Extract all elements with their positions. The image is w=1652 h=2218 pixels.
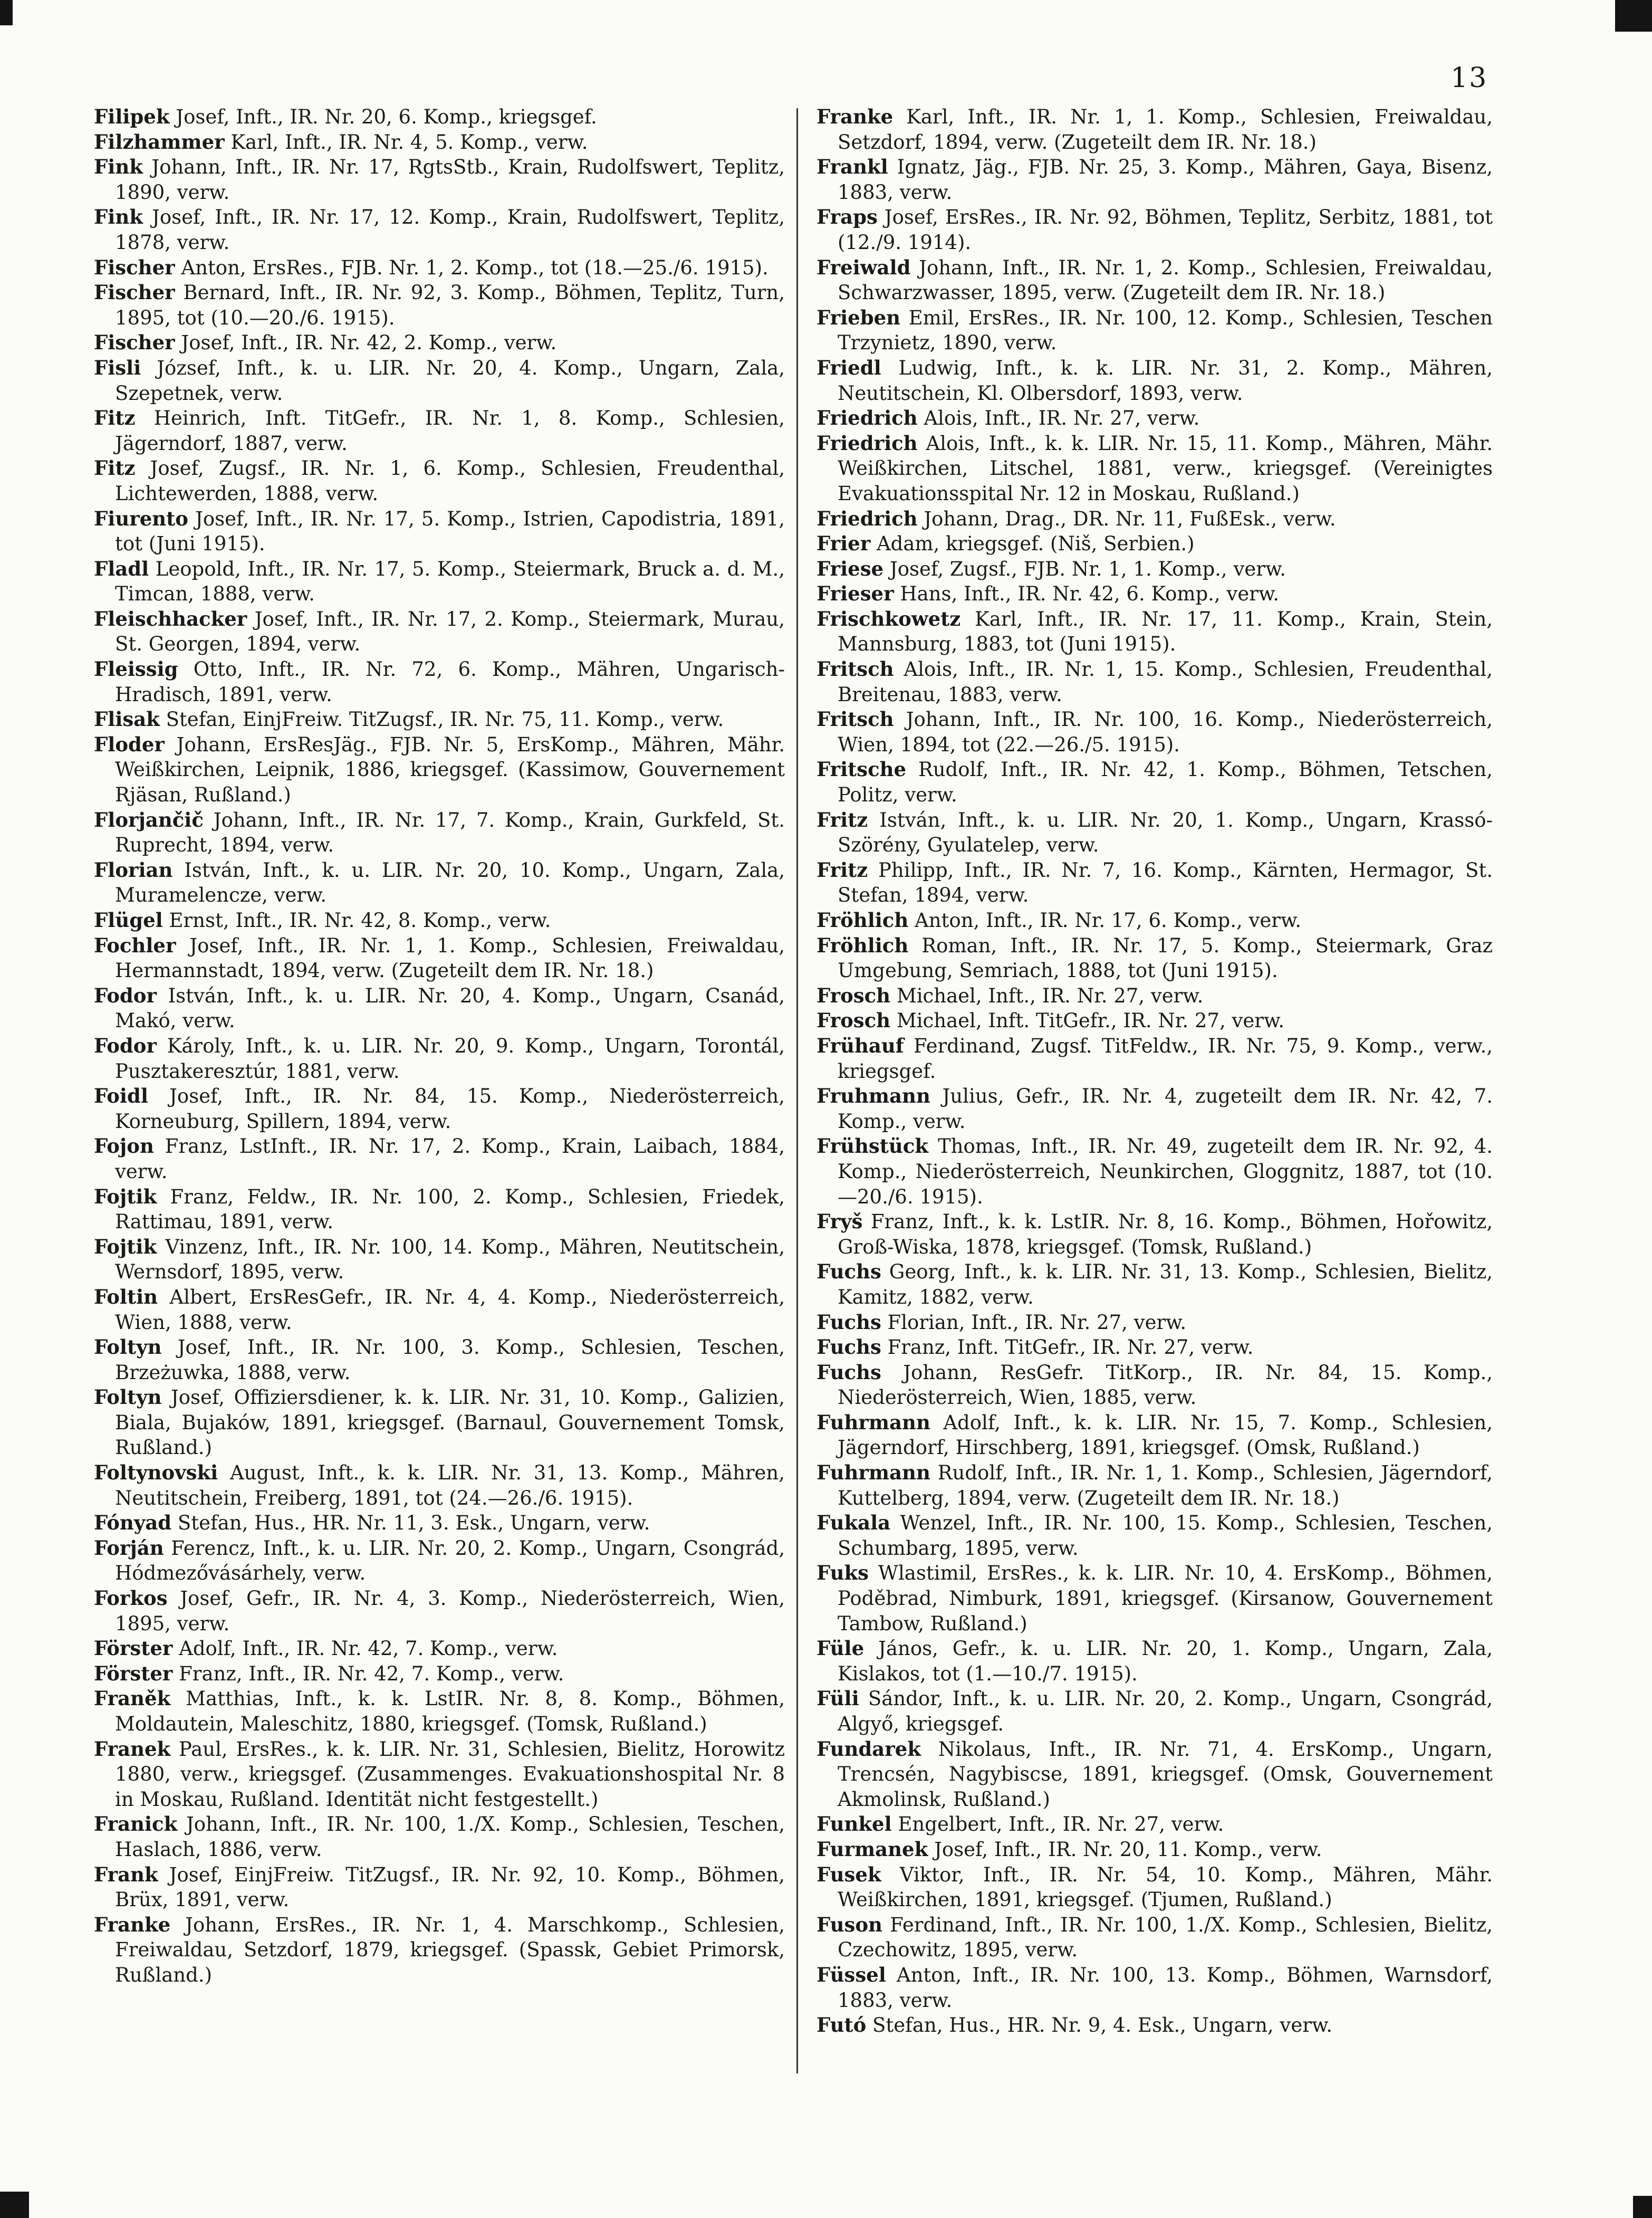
entry-surname: Fleissig <box>94 657 178 681</box>
entry-surname: Flisak <box>94 708 160 731</box>
register-entry <box>817 908 1493 933</box>
entry-surname: Fojon <box>94 1134 154 1158</box>
entry-details: János, Gefr., k. u. LIR. Nr. 20, 1. Komp., Ungarn, Zala, Kislakos, tot (1.—10./7. 1915). <box>838 1637 1493 1685</box>
entry-details: Alois, Inft., k. k. LIR. Nr. 15, 11. Komp., Mähren, Mähr. Weißkirchen, Litschel, 1881, verw., kriegsgef. (Vereinigtes Evakuationsspital Nr. 12 in Moskau, Rußland.) <box>838 432 1493 505</box>
register-entry <box>94 330 785 356</box>
register-entry <box>94 1385 785 1460</box>
register-entry <box>94 104 785 130</box>
register-entry <box>94 1335 785 1385</box>
register-entry <box>94 1460 785 1510</box>
entry-surname: Frieben <box>817 305 901 329</box>
register-entry <box>817 607 1493 657</box>
entry-surname: Fundarek <box>817 1737 921 1761</box>
entry-details: Karl, Inft., IR. Nr. 1, 1. Komp., Schlesien, Freiwaldau, Setzdorf, 1894, verw. (Zugeteilt dem IR. Nr. 18.) <box>838 106 1493 154</box>
entry-details: István, Inft., k. u. LIR. Nr. 20, 4. Komp., Ungarn, Csanád, Makó, verw. <box>115 984 785 1032</box>
entry-surname: Friedl <box>817 356 881 379</box>
entry-surname: Filzhammer <box>94 130 225 154</box>
entry-details: Josef, Inft., IR. Nr. 17, 2. Komp., Steiermark, Murau, St. Georgen, 1894, verw. <box>115 607 785 656</box>
entry-surname: Frühstück <box>817 1134 928 1158</box>
entry-surname: Fuhrmann <box>817 1461 930 1485</box>
entry-details: Nikolaus, Inft., IR. Nr. 71, 4. ErsKomp., Ungarn, Trencsén, Nagybiscse, 1891, kriegsgef. (Omsk, Gouvernement Akmolinsk, Rußland.) <box>838 1737 1493 1811</box>
entry-surname: Frankl <box>817 155 888 179</box>
entry-details: Stefan, Hus., HR. Nr. 11, 3. Esk., Ungarn, verw. <box>171 1512 650 1535</box>
entry-surname: Fukala <box>817 1511 891 1535</box>
register-entry <box>817 1084 1493 1134</box>
register-entry <box>94 130 785 155</box>
left-column <box>94 104 785 1988</box>
register-entry <box>817 255 1493 305</box>
entry-details: Johann, Inft., IR. Nr. 17, 7. Komp., Krain, Gurkfeld, St. Ruprecht, 1894, verw. <box>115 808 785 857</box>
entry-details: Josef, Inft., IR. Nr. 1, 1. Komp., Schlesien, Freiwaldau, Hermannstadt, 1894, verw. (Zugeteilt dem IR. Nr. 18.) <box>115 934 785 982</box>
entry-details: István, Inft., k. u. LIR. Nr. 20, 10. Komp., Ungarn, Zala, Muramelencze, verw. <box>115 858 785 907</box>
entry-details: Ferencz, Inft., k. u. LIR. Nr. 20, 2. Komp., Ungarn, Csongrád, Hódmezővásárhely, verw. <box>115 1536 785 1585</box>
entry-surname: Fojtik <box>94 1235 157 1258</box>
register-entry <box>94 1913 785 1988</box>
scan-corner-bottom-left <box>0 2192 29 2218</box>
register-entry <box>94 1536 785 1586</box>
register-entry <box>817 983 1493 1009</box>
entry-details: Albert, ErsResGefr., IR. Nr. 4, 4. Komp., Niederösterreich, Wien, 1888, verw. <box>115 1285 785 1334</box>
entry-surname: Fodor <box>94 1034 157 1057</box>
entry-details: Josef, Inft., IR. Nr. 20, 6. Komp., kriegsgef. <box>169 106 597 128</box>
entry-details: Johann, Inft., IR. Nr. 100, 1./X. Komp., Schlesien, Teschen, Haslach, 1886, verw. <box>115 1813 785 1861</box>
register-entry <box>94 456 785 506</box>
entry-details: Josef, Inft., IR. Nr. 17, 12. Komp., Krain, Rudolfswert, Teplitz, 1878, verw. <box>115 206 785 254</box>
entry-surname: Förster <box>94 1661 173 1685</box>
entry-surname: Förster <box>94 1637 173 1660</box>
register-entry <box>817 707 1493 757</box>
register-entry <box>817 155 1493 205</box>
entry-surname: Foltin <box>94 1285 158 1308</box>
entry-surname: Frier <box>817 532 871 556</box>
entry-details: Wenzel, Inft., IR. Nr. 100, 15. Komp., Schlesien, Teschen, Schumbarg, 1895, verw. <box>838 1512 1493 1560</box>
entry-surname: Funkel <box>817 1812 892 1836</box>
entry-surname: Freiwald <box>817 255 911 279</box>
entry-surname: Fröhlich <box>817 933 909 957</box>
entry-surname: Frosch <box>817 1009 891 1032</box>
register-entry <box>817 1837 1493 1862</box>
entry-surname: Fritsch <box>817 657 894 681</box>
entry-surname: Fritz <box>817 808 868 831</box>
entry-details: Ferdinand, Zugsf. TitFeldw., IR. Nr. 75, 9. Komp., verw., kriegsgef. <box>838 1034 1493 1083</box>
entry-surname: Fuks <box>817 1561 869 1585</box>
entry-details: Emil, ErsRes., IR. Nr. 100, 12. Komp., Schlesien, Teschen Trzynietz, 1890, verw. <box>838 306 1493 355</box>
register-entry <box>94 1812 785 1862</box>
entry-details: Franz, LstInft., IR. Nr. 17, 2. Komp., Krain, Laibach, 1884, verw. <box>115 1135 785 1183</box>
entry-details: Josef, Inft., IR. Nr. 84, 15. Komp., Niederösterreich, Korneuburg, Spillern, 1894, verw. <box>115 1085 785 1133</box>
register-entry <box>94 280 785 330</box>
entry-details: Karl, Inft., IR. Nr. 17, 11. Komp., Krain, Stein, Mannsburg, 1883, tot (Juni 1915). <box>838 607 1493 656</box>
register-entry <box>94 657 785 707</box>
entry-details: István, Inft., k. u. LIR. Nr. 20, 1. Komp., Ungarn, Krassó-Szörény, Gyulatelep, verw. <box>838 808 1493 857</box>
register-entry <box>817 104 1493 155</box>
entry-details: Michael, Inft., IR. Nr. 27, verw. <box>890 984 1204 1007</box>
entry-details: Georg, Inft., k. k. LIR. Nr. 31, 13. Komp., Schlesien, Bielitz, Kamitz, 1882, verw. <box>838 1260 1493 1308</box>
entry-details: Bernard, Inft., IR. Nr. 92, 3. Komp., Böhmen, Teplitz, Turn, 1895, tot (10.—20./6. 1915). <box>115 281 785 329</box>
register-entry <box>94 1235 785 1285</box>
entry-surname: Fochler <box>94 933 176 957</box>
entry-details: Philipp, Inft., IR. Nr. 7, 16. Komp., Kärnten, Hermagor, St. Stefan, 1894, verw. <box>838 858 1493 907</box>
register-entry <box>817 1335 1493 1360</box>
register-entry <box>817 1460 1493 1510</box>
register-entry <box>817 1963 1493 2013</box>
entry-surname: Füle <box>817 1637 865 1660</box>
register-entry <box>817 1812 1493 1837</box>
entry-details: Leopold, Inft., IR. Nr. 17, 5. Komp., Steiermark, Bruck a. d. M., Timcan, 1888, verw. <box>115 557 785 606</box>
entry-surname: Fritsche <box>817 758 907 781</box>
register-entry <box>817 581 1493 607</box>
register-entry <box>94 155 785 205</box>
entry-surname: Fuson <box>817 1913 882 1936</box>
entry-details: Johann, Inft., IR. Nr. 100, 16. Komp., Niederösterreich, Wien, 1894, tot (22.—26./5. 1915). <box>838 708 1493 756</box>
entry-details: Josef, Zugsf., FJB. Nr. 1, 1. Komp., verw. <box>883 557 1286 580</box>
entry-surname: Fitz <box>94 456 136 480</box>
entry-surname: Fónyad <box>94 1511 172 1535</box>
register-entry <box>94 1510 785 1536</box>
entry-surname: Franick <box>94 1812 178 1836</box>
entry-details: Thomas, Inft., IR. Nr. 49, zugeteilt dem IR. Nr. 92, 4. Komp., Niederösterreich, Neunkirchen, Gloggnitz, 1887, tot (10.—20./6. 1915). <box>838 1135 1493 1208</box>
entry-surname: Fuhrmann <box>817 1410 930 1434</box>
entry-details: Paul, ErsRes., k. k. LIR. Nr. 31, Schlesien, Bielitz, Horowitz 1880, verw., kriegsgef. (Zusammenges. Evakuationshospital Nr. 8 in Moskau, Rußland. Identität nicht festgestellt.) <box>115 1737 785 1811</box>
entry-details: Roman, Inft., IR. Nr. 17, 5. Komp., Steiermark, Graz Umgebung, Semriach, 1888, tot (Juni 1915). <box>838 934 1493 982</box>
register-entry <box>817 657 1493 707</box>
entry-details: Rudolf, Inft., IR. Nr. 1, 1. Komp., Schlesien, Jägerndorf, Kuttelberg, 1894, verw. (Zugeteilt dem IR. Nr. 18.) <box>838 1461 1493 1509</box>
entry-details: Engelbert, Inft., IR. Nr. 27, verw. <box>891 1813 1224 1836</box>
entry-details: Anton, Inft., IR. Nr. 17, 6. Komp., verw. <box>908 909 1302 932</box>
entry-surname: Fusek <box>817 1862 881 1886</box>
entry-surname: Fryš <box>817 1210 863 1234</box>
entry-details: Otto, Inft., IR. Nr. 72, 6. Komp., Mähren, Ungarisch-Hradisch, 1891, verw. <box>115 658 785 706</box>
entry-details: August, Inft., k. k. LIR. Nr. 31, 13. Komp., Mähren, Neutitschein, Freiberg, 1891, tot (24.—26./6. 1915). <box>115 1461 785 1509</box>
entry-details: Ernst, Inft., IR. Nr. 42, 8. Komp., verw. <box>162 909 551 932</box>
entry-surname: Franek <box>94 1737 171 1761</box>
entry-details: Julius, Gefr., IR. Nr. 4, zugeteilt dem IR. Nr. 42, 7. Komp., verw. <box>838 1085 1493 1133</box>
entry-surname: Franke <box>94 1913 171 1936</box>
entry-details: Josef, EinjFreiw. TitZugsf., IR. Nr. 92, 10. Komp., Böhmen, Brüx, 1891, verw. <box>115 1863 785 1911</box>
entry-surname: Fischer <box>94 331 175 355</box>
entry-surname: Friedrich <box>817 431 918 455</box>
register-entry <box>817 431 1493 506</box>
entry-surname: Fritsch <box>817 708 894 731</box>
entry-details: Anton, ErsRes., FJB. Nr. 1, 2. Komp., tot (18.—25./6. 1915). <box>175 256 769 279</box>
register-entry <box>94 1862 785 1913</box>
scan-corner-top-right <box>1615 0 1652 32</box>
register-entry <box>817 1360 1493 1410</box>
entry-surname: Foltyn <box>94 1335 162 1359</box>
entry-details: Ludwig, Inft., k. k. LIR. Nr. 31, 2. Komp., Mähren, Neutitschein, Kl. Olbersdorf, 1893, verw. <box>838 356 1493 405</box>
entry-details: Alois, Inft., IR. Nr. 27, verw. <box>917 407 1200 430</box>
entry-surname: Frühauf <box>817 1034 904 1057</box>
register-entry <box>817 757 1493 807</box>
entry-details: Adolf, Inft., IR. Nr. 42, 7. Komp., verw. <box>172 1637 558 1660</box>
entry-details: Vinzenz, Inft., IR. Nr. 100, 14. Komp., Mähren, Neutitschein, Wernsdorf, 1895, verw. <box>115 1235 785 1284</box>
entry-surname: Fruhmann <box>817 1084 930 1108</box>
entry-details: Sándor, Inft., k. u. LIR. Nr. 20, 2. Komp., Ungarn, Csongrád, Algyő, kriegsgef. <box>838 1687 1493 1735</box>
entry-details: Franz, Inft., IR. Nr. 42, 7. Komp., verw. <box>172 1662 564 1685</box>
register-entry <box>94 1084 785 1134</box>
entry-surname: Friedrich <box>817 506 918 530</box>
entry-details: Josef, Gefr., IR. Nr. 4, 3. Komp., Niederösterreich, Wien, 1895, verw. <box>115 1587 785 1635</box>
register-entry <box>817 1913 1493 1963</box>
entry-details: Josef, Zugsf., IR. Nr. 1, 6. Komp., Schlesien, Freudenthal, Lichtewerden, 1888, verw. <box>115 457 785 505</box>
register-entry <box>817 1259 1493 1309</box>
entry-details: Adolf, Inft., k. k. LIR. Nr. 15, 7. Komp., Schlesien, Jägerndorf, Hirschberg, 1891, kriegsgef. (Omsk, Rußland.) <box>838 1411 1493 1459</box>
register-entry <box>94 1034 785 1084</box>
column-divider <box>796 108 798 2073</box>
entry-surname: Foltyn <box>94 1385 162 1409</box>
entry-details: Josef, ErsRes., IR. Nr. 92, Böhmen, Teplitz, Serbitz, 1881, tot (12./9. 1914). <box>838 206 1493 254</box>
entry-details: Johann, ErsResJäg., FJB. Nr. 5, ErsKomp., Mähren, Mähr. Weißkirchen, Leipnik, 1886, kriegsgef. (Kassimow, Gouvernement Rjäsan, Rußland.) <box>115 733 785 807</box>
register-entry <box>94 1737 785 1812</box>
register-entry <box>817 557 1493 582</box>
entry-details: Johann, Inft., IR. Nr. 1, 2. Komp., Schlesien, Freiwaldau, Schwarzwasser, 1895, verw. (Zugeteilt dem IR. Nr. 18.) <box>838 256 1493 304</box>
entry-details: Josef, Inft., IR. Nr. 100, 3. Komp., Schlesien, Teschen, Brzeżuwka, 1888, verw. <box>115 1336 785 1384</box>
register-entry <box>94 1686 785 1736</box>
entry-surname: Fröhlich <box>817 909 909 932</box>
register-entry <box>817 1410 1493 1460</box>
entry-surname: Fischer <box>94 255 175 279</box>
register-entry <box>817 1561 1493 1636</box>
entry-details: Franz, Inft. TitGefr., IR. Nr. 27, verw. <box>881 1336 1254 1359</box>
register-entry <box>94 356 785 406</box>
entry-details: Alois, Inft., IR. Nr. 1, 15. Komp., Schlesien, Freudenthal, Breitenau, 1883, verw. <box>838 658 1493 706</box>
register-entry <box>817 1209 1493 1259</box>
entry-details: Anton, Inft., IR. Nr. 100, 13. Komp., Böhmen, Warnsdorf, 1883, verw. <box>838 1963 1493 2012</box>
entry-surname: Fojtik <box>94 1184 157 1208</box>
entry-details: Ignatz, Jäg., FJB. Nr. 25, 3. Komp., Mähren, Gaya, Bisenz, 1883, verw. <box>838 156 1493 204</box>
entry-details: Károly, Inft., k. u. LIR. Nr. 20, 9. Komp., Ungarn, Torontál, Pusztakeresztúr, 1881, verw. <box>115 1034 785 1083</box>
entry-details: Ferdinand, Inft., IR. Nr. 100, 1./X. Komp., Schlesien, Bielitz, Czechowitz, 1895, verw. <box>838 1913 1493 1962</box>
entry-details: Josef, Inft., IR. Nr. 42, 2. Komp., verw. <box>175 331 557 355</box>
register-entry <box>94 1184 785 1235</box>
scan-corner-bottom-right <box>1633 2196 1652 2218</box>
entry-surname: Florjančič <box>94 808 204 831</box>
register-entry <box>817 1686 1493 1736</box>
entry-surname: Fuchs <box>817 1360 881 1384</box>
entry-details: Josef, Offiziersdiener, k. k. LIR. Nr. 31, 10. Komp., Galizien, Biala, Bujaków, 1891, kriegsgef. (Barnaul, Gouvernement Tomsk, Rußland.) <box>115 1386 785 1459</box>
register-entry <box>94 255 785 281</box>
entry-surname: Flügel <box>94 909 163 932</box>
entry-surname: Franke <box>817 105 894 128</box>
entry-surname: Fritz <box>817 858 868 882</box>
entry-surname: Fuchs <box>817 1310 881 1334</box>
scan-corner-top-left <box>0 0 13 25</box>
right-column <box>817 104 1493 2038</box>
entry-details: Josef, Inft., IR. Nr. 17, 5. Komp., Istrien, Capodistria, 1891, tot (Juni 1915). <box>115 507 785 556</box>
register-entry <box>94 607 785 657</box>
entry-surname: Fiurento <box>94 506 188 530</box>
entry-surname: Floder <box>94 732 165 756</box>
entry-details: Johann, Inft., IR. Nr. 17, RgtsStb., Krain, Rudolfswert, Teplitz, 1890, verw. <box>115 156 785 204</box>
register-entry <box>817 1134 1493 1209</box>
register-entry <box>94 406 785 456</box>
register-entry <box>94 808 785 858</box>
register-entry <box>94 205 785 255</box>
entry-surname: Foltynovski <box>94 1461 218 1485</box>
entry-details: Matthias, Inft., k. k. LstIR. Nr. 8, 8. Komp., Böhmen, Moldautein, Maleschitz, 1880, kriegsgef. (Tomsk, Rußland.) <box>115 1687 785 1735</box>
entry-details: Hans, Inft., IR. Nr. 42, 6. Komp., verw. <box>894 582 1279 606</box>
register-entry <box>817 1034 1493 1084</box>
entry-surname: Frieser <box>817 582 894 606</box>
register-entry <box>817 531 1493 557</box>
entry-surname: Füli <box>817 1687 859 1710</box>
entry-details: Johann, ErsRes., IR. Nr. 1, 4. Marschkomp., Schlesien, Freiwaldau, Setzdorf, 1879, kriegsgef. (Spassk, Gebiet Primorsk, Rußland.) <box>115 1913 785 1986</box>
entry-surname: Friedrich <box>817 406 918 430</box>
register-entry <box>94 1661 785 1687</box>
entry-surname: Fleischhacker <box>94 607 247 630</box>
register-entry <box>94 557 785 607</box>
entry-surname: Filipek <box>94 105 170 128</box>
entry-surname: Friese <box>817 557 884 580</box>
entry-surname: Frank <box>94 1862 158 1886</box>
register-entry <box>817 2013 1493 2038</box>
register-entry <box>94 506 785 557</box>
entry-details: Karl, Inft., IR. Nr. 4, 5. Komp., verw. <box>224 130 588 154</box>
entry-surname: Fodor <box>94 983 157 1007</box>
entry-surname: Frosch <box>817 983 891 1007</box>
entry-details: Johann, Drag., DR. Nr. 11, FußEsk., verw. <box>917 507 1336 530</box>
register-entry <box>94 1134 785 1184</box>
entry-details: József, Inft., k. u. LIR. Nr. 20, 4. Komp., Ungarn, Zala, Szepetnek, verw. <box>115 356 785 405</box>
entry-details: Franz, Inft., k. k. LstIR. Nr. 8, 16. Komp., Böhmen, Hořowitz, Groß-Wiska, 1878, kriegsgef. (Tomsk, Rußland.) <box>838 1210 1493 1258</box>
entry-details: Viktor, Inft., IR. Nr. 54, 10. Komp., Mähren, Mähr. Weißkirchen, 1891, kriegsgef. (Tjumen, Rußland.) <box>838 1863 1493 1911</box>
register-entry <box>817 356 1493 406</box>
entry-surname: Fischer <box>94 281 175 304</box>
register-entry <box>817 1862 1493 1913</box>
entry-surname: Furmanek <box>817 1837 928 1861</box>
entry-surname: Fink <box>94 205 143 229</box>
register-entry <box>94 983 785 1034</box>
page-number: 13 <box>1451 62 1488 94</box>
entry-surname: Franěk <box>94 1687 171 1710</box>
register-entry <box>817 808 1493 858</box>
register-entry <box>817 506 1493 532</box>
entry-details: Stefan, Hus., HR. Nr. 9, 4. Esk., Ungarn, verw. <box>866 2014 1332 2037</box>
register-entry <box>817 205 1493 255</box>
entry-details: Johann, ResGefr. TitKorp., IR. Nr. 84, 15. Komp., Niederösterreich, Wien, 1885, verw. <box>838 1361 1493 1409</box>
register-entry <box>817 1636 1493 1686</box>
register-entry <box>817 1510 1493 1561</box>
register-entry <box>94 707 785 732</box>
entry-surname: Fitz <box>94 406 136 430</box>
entry-details: Michael, Inft. TitGefr., IR. Nr. 27, verw. <box>890 1009 1285 1032</box>
register-entry <box>94 732 785 808</box>
register-entry <box>94 908 785 933</box>
entry-details: Wlastimil, ErsRes., k. k. LIR. Nr. 10, 4. ErsKomp., Böhmen, Poděbrad, Nimburk, 1891, kriegsgef. (Kirsanow, Gouvernement Tambow, Rußland.) <box>838 1562 1493 1635</box>
register-entry <box>94 1636 785 1661</box>
register-entry <box>817 858 1493 908</box>
entry-surname: Forján <box>94 1536 164 1560</box>
entry-details: Florian, Inft., IR. Nr. 27, verw. <box>881 1311 1187 1334</box>
entry-details: Rudolf, Inft., IR. Nr. 42, 1. Komp., Böhmen, Tetschen, Politz, verw. <box>838 758 1493 807</box>
entry-surname: Forkos <box>94 1586 168 1610</box>
entry-details: Heinrich, Inft. TitGefr., IR. Nr. 1, 8. Komp., Schlesien, Jägerndorf, 1887, verw. <box>115 407 785 455</box>
entry-details: Stefan, EinjFreiw. TitZugsf., IR. Nr. 75, 11. Komp., verw. <box>159 708 724 731</box>
register-entry <box>94 858 785 908</box>
register-entry <box>817 305 1493 356</box>
entry-surname: Florian <box>94 858 173 882</box>
entry-surname: Frischkowetz <box>817 607 961 630</box>
entry-surname: Fuchs <box>817 1335 881 1359</box>
entry-details: Josef, Inft., IR. Nr. 20, 11. Komp., verw. <box>928 1838 1322 1861</box>
register-entry <box>817 933 1493 983</box>
entry-surname: Futó <box>817 2013 867 2037</box>
entry-details: Franz, Feldw., IR. Nr. 100, 2. Komp., Schlesien, Friedek, Rattimau, 1891, verw. <box>115 1185 785 1234</box>
entry-surname: Foidl <box>94 1084 148 1108</box>
register-entry <box>817 1737 1493 1812</box>
entry-surname: Fladl <box>94 557 149 580</box>
register-entry <box>817 1008 1493 1034</box>
register-entry <box>94 1285 785 1335</box>
register-entry <box>817 406 1493 431</box>
register-entry <box>94 1586 785 1636</box>
entry-surname: Fraps <box>817 205 878 229</box>
entry-surname: Fuchs <box>817 1260 881 1284</box>
register-entry <box>94 933 785 983</box>
entry-details: Adam, kriegsgef. (Niš, Serbien.) <box>870 532 1195 556</box>
entry-surname: Füssel <box>817 1963 886 1986</box>
register-entry <box>817 1310 1493 1335</box>
entry-surname: Fink <box>94 155 143 179</box>
entry-surname: Fisli <box>94 356 141 379</box>
